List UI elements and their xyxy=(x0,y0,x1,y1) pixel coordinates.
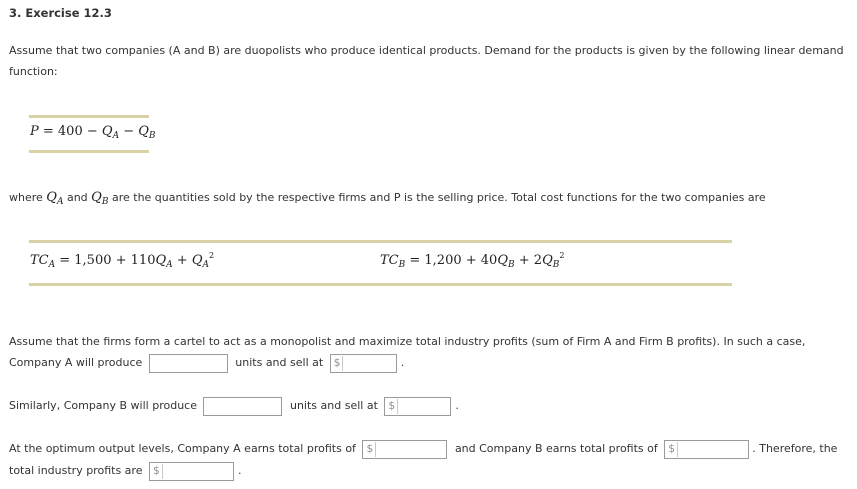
company-b-profit-input[interactable] xyxy=(664,440,749,459)
qb-symbol: $Q_B$ xyxy=(91,190,109,207)
where-and: and xyxy=(66,191,88,204)
company-b-profit-label: and Company B earns total profits of xyxy=(454,442,658,455)
company-b-produce-label: Similarly, Company B will produce xyxy=(9,399,197,412)
total-profit-input[interactable] xyxy=(149,462,234,481)
intro-paragraph xyxy=(9,40,844,82)
company-a-units-sell-label: units and sell at xyxy=(235,356,324,369)
cartel-line-1: Assume that the firms form a cartel to act as a monopolist and maximize total industry profits (sum of Firm A and Firm B profits). In such a case, xyxy=(9,335,806,348)
demand-top-rule xyxy=(29,115,149,118)
period: . xyxy=(455,399,459,412)
dollar-sign: $ xyxy=(366,442,376,457)
total-profit-label: total industry profits are xyxy=(9,464,143,477)
dollar-sign: $ xyxy=(153,464,163,479)
company-a-units-input[interactable] xyxy=(149,354,228,373)
dollar-sign: $ xyxy=(668,442,678,457)
dollar-sign: $ xyxy=(388,399,398,414)
where-paragraph xyxy=(9,187,844,213)
cartel-line-2 xyxy=(9,352,404,374)
company-b-units-input[interactable] xyxy=(203,397,282,416)
company-a-produce-label: Company A will produce xyxy=(9,356,143,369)
period: . xyxy=(237,464,242,477)
demand-bottom-rule xyxy=(29,150,149,153)
company-b-price-input[interactable] xyxy=(384,397,451,416)
company-a-profit-label: At the optimum output levels, Company A earns total profits of xyxy=(9,442,356,455)
cost-equation-b: $TC_B = 1,200 + 40Q_B + 2Q_B^2$ xyxy=(380,251,565,270)
company-a-profit-input[interactable] xyxy=(362,440,447,459)
cost-equation-a: $TC_A = 1,500 + 110Q_A + Q_A^2$ xyxy=(30,251,215,270)
where-suffix: are the quantities sold by the respective firms and P is the selling price. Total cost functions for the two companies are xyxy=(111,191,766,204)
cost-top-rule xyxy=(29,240,732,243)
where-prefix: where xyxy=(9,191,43,204)
intro-line-2: function: xyxy=(9,65,58,78)
demand-equation: $P = 400 - Q_A - Q_B$ xyxy=(30,124,156,141)
dollar-sign: $ xyxy=(334,356,344,371)
exercise-title: 3. Exercise 12.3 xyxy=(9,6,112,20)
company-b-units-sell-label: units and sell at xyxy=(289,399,378,412)
optimum-line-2 xyxy=(9,460,241,482)
therefore-label: . Therefore, the xyxy=(752,442,838,455)
company-a-price-input[interactable] xyxy=(330,354,397,373)
optimum-line-1 xyxy=(9,438,837,460)
intro-line-1: Assume that two companies (A and B) are duopolists who produce identical products. Demand for the products is given by the following linear demand xyxy=(9,44,844,57)
qa-symbol: $Q_A$ xyxy=(46,190,64,207)
similarly-line xyxy=(9,395,459,417)
period: . xyxy=(400,356,405,369)
cost-bottom-rule xyxy=(29,283,732,286)
